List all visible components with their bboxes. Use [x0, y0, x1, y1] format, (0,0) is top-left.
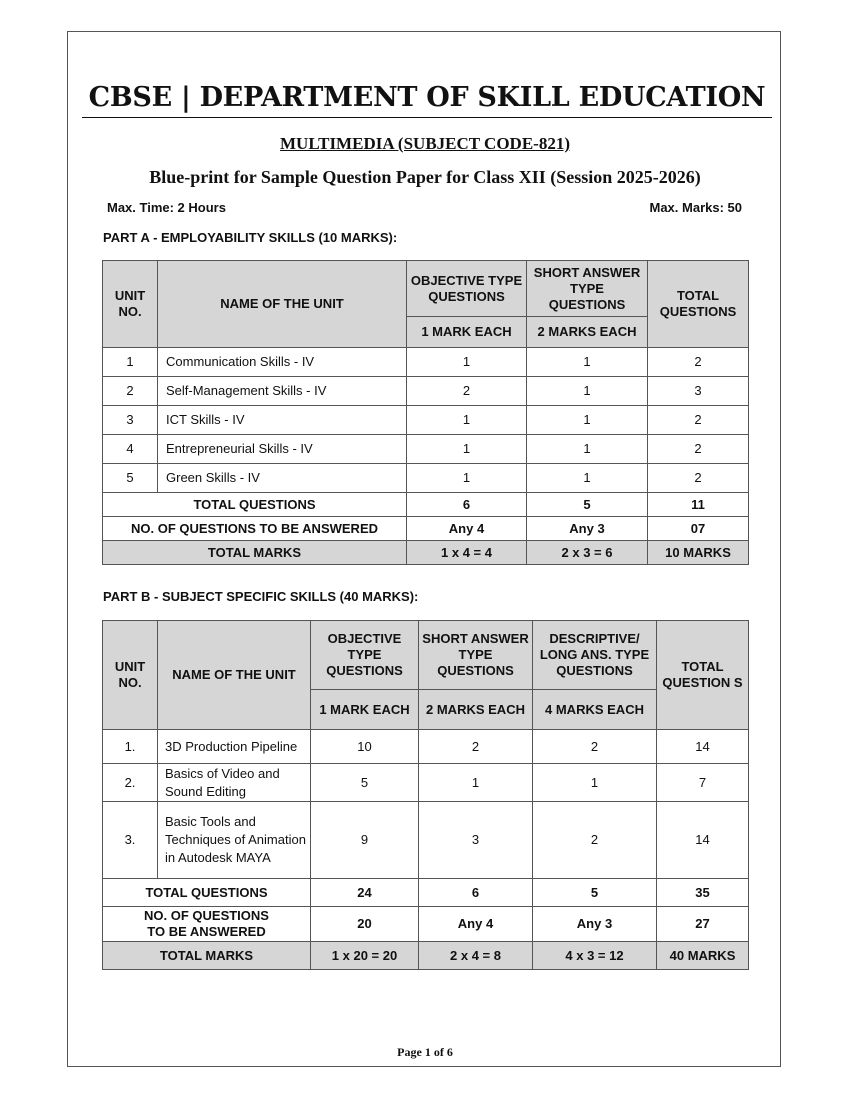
part-a-heading: PART A - EMPLOYABILITY SKILLS (10 MARKS):	[103, 230, 398, 245]
header-short-marks: 2 MARKS EACH	[419, 690, 533, 730]
unit-no: 3.	[103, 802, 158, 879]
total-marks-label: TOTAL MARKS	[103, 942, 311, 970]
unit-no: 3	[103, 406, 158, 435]
total-questions-label: TOTAL QUESTIONS	[103, 879, 311, 907]
table-row	[103, 348, 749, 377]
blueprint-title: Blue-print for Sample Question Paper for Class XII (Session 2025-2026)	[149, 167, 701, 187]
unit-name: Basics of Video and Sound Editing	[158, 764, 311, 802]
unit-name: ICT Skills - IV	[158, 406, 407, 435]
header-total-questions: TOTAL QUESTIONS	[648, 261, 749, 348]
questions-to-answer-row	[103, 517, 749, 541]
page-title: CBSE | DEPARTMENT OF SKILL EDUCATION	[88, 82, 766, 113]
total-short: 6	[419, 879, 533, 907]
unit-no: 4	[103, 435, 158, 464]
unit-no: 1	[103, 348, 158, 377]
header-objective-marks: 1 MARK EACH	[311, 690, 419, 730]
header-short-answer: SHORT ANSWER TYPE QUESTIONS	[527, 261, 648, 317]
total-count: 14	[657, 730, 749, 764]
unit-no: 2	[103, 377, 158, 406]
marks-total: 10 MARKS	[648, 541, 749, 565]
title-underline	[82, 117, 772, 118]
subject-title: MULTIMEDIA (SUBJECT CODE-821)	[280, 134, 570, 153]
unit-no: 2.	[103, 764, 158, 802]
answer-long: Any 3	[533, 907, 657, 942]
part-b-heading: PART B - SUBJECT SPECIFIC SKILLS (40 MARKS):	[103, 589, 419, 604]
header-objective: OBJECTIVE TYPE QUESTIONS	[407, 261, 527, 317]
answer-total: 07	[648, 517, 749, 541]
answer-objective: 20	[311, 907, 419, 942]
objective-count: 1	[407, 464, 527, 493]
part-a-table	[102, 260, 749, 565]
header-objective: OBJECTIVE TYPE QUESTIONS	[311, 621, 419, 690]
total-marks-row	[103, 942, 749, 970]
marks-objective: 1 x 4 = 4	[407, 541, 527, 565]
total-count: 14	[657, 802, 749, 879]
unit-name: Self-Management Skills - IV	[158, 377, 407, 406]
total-questions-label: TOTAL QUESTIONS	[103, 493, 407, 517]
total-questions-row	[103, 879, 749, 907]
header-long-answer: DESCRIPTIVE/ LONG ANS. TYPE QUESTIONS	[533, 621, 657, 690]
unit-no: 5	[103, 464, 158, 493]
unit-name: 3D Production Pipeline	[158, 730, 311, 764]
unit-name: Green Skills - IV	[158, 464, 407, 493]
total-questions-row	[103, 493, 749, 517]
table-row	[103, 464, 749, 493]
header-long-marks: 4 MARKS EACH	[533, 690, 657, 730]
unit-name: Communication Skills - IV	[158, 348, 407, 377]
table-row	[103, 802, 749, 879]
total-count: 2	[648, 406, 749, 435]
long-count: 1	[533, 764, 657, 802]
objective-count: 5	[311, 764, 419, 802]
marks-short: 2 x 3 = 6	[527, 541, 648, 565]
objective-count: 9	[311, 802, 419, 879]
answer-short: Any 3	[527, 517, 648, 541]
table-row	[103, 377, 749, 406]
questions-to-answer-label	[103, 907, 311, 942]
total-count: 2	[648, 435, 749, 464]
short-count: 1	[419, 764, 533, 802]
answer-total: 27	[657, 907, 749, 942]
total-count: 7	[657, 764, 749, 802]
part-b-table	[102, 620, 749, 970]
objective-count: 1	[407, 435, 527, 464]
total-all: 35	[657, 879, 749, 907]
marks-long: 4 x 3 = 12	[533, 942, 657, 970]
long-count: 2	[533, 730, 657, 764]
objective-count: 10	[311, 730, 419, 764]
max-marks: Max. Marks: 50	[649, 200, 742, 215]
unit-name: Entrepreneurial Skills - IV	[158, 435, 407, 464]
table-row	[103, 764, 749, 802]
objective-count: 1	[407, 406, 527, 435]
short-count: 1	[527, 435, 648, 464]
answer-short: Any 4	[419, 907, 533, 942]
table-row	[103, 435, 749, 464]
page-number: Page 1 of 6	[397, 1045, 453, 1059]
total-objective: 24	[311, 879, 419, 907]
total-short: 5	[527, 493, 648, 517]
header-unit-name: NAME OF THE UNIT	[158, 261, 407, 348]
header-unit-no: UNIT NO.	[103, 621, 158, 730]
total-count: 2	[648, 464, 749, 493]
total-count: 2	[648, 348, 749, 377]
long-count: 2	[533, 802, 657, 879]
answer-objective: Any 4	[407, 517, 527, 541]
marks-total: 40 MARKS	[657, 942, 749, 970]
questions-to-answer-text: NO. OF QUESTIONS TO BE ANSWERED	[144, 908, 269, 939]
short-count: 1	[527, 377, 648, 406]
total-count: 3	[648, 377, 749, 406]
objective-count: 2	[407, 377, 527, 406]
header-short-answer: SHORT ANSWER TYPE QUESTIONS	[419, 621, 533, 690]
short-count: 1	[527, 464, 648, 493]
unit-name: Basic Tools and Techniques of Animation in Autodesk MAYA	[158, 802, 311, 879]
total-marks-label: TOTAL MARKS	[103, 541, 407, 565]
total-marks-row	[103, 541, 749, 565]
unit-no: 1.	[103, 730, 158, 764]
questions-to-answer-row	[103, 907, 749, 942]
header-objective-marks: 1 MARK EACH	[407, 317, 527, 348]
total-long: 5	[533, 879, 657, 907]
max-time: Max. Time: 2 Hours	[107, 200, 226, 215]
short-count: 1	[527, 406, 648, 435]
total-objective: 6	[407, 493, 527, 517]
objective-count: 1	[407, 348, 527, 377]
total-all: 11	[648, 493, 749, 517]
marks-objective: 1 x 20 = 20	[311, 942, 419, 970]
header-short-marks: 2 MARKS EACH	[527, 317, 648, 348]
header-total-questions: TOTAL QUESTION S	[657, 621, 749, 730]
header-unit-name: NAME OF THE UNIT	[158, 621, 311, 730]
table-row	[103, 406, 749, 435]
header-unit-no: UNIT NO.	[103, 261, 158, 348]
short-count: 3	[419, 802, 533, 879]
short-count: 1	[527, 348, 648, 377]
marks-short: 2 x 4 = 8	[419, 942, 533, 970]
table-row	[103, 730, 749, 764]
short-count: 2	[419, 730, 533, 764]
questions-to-answer-label: NO. OF QUESTIONS TO BE ANSWERED	[103, 517, 407, 541]
